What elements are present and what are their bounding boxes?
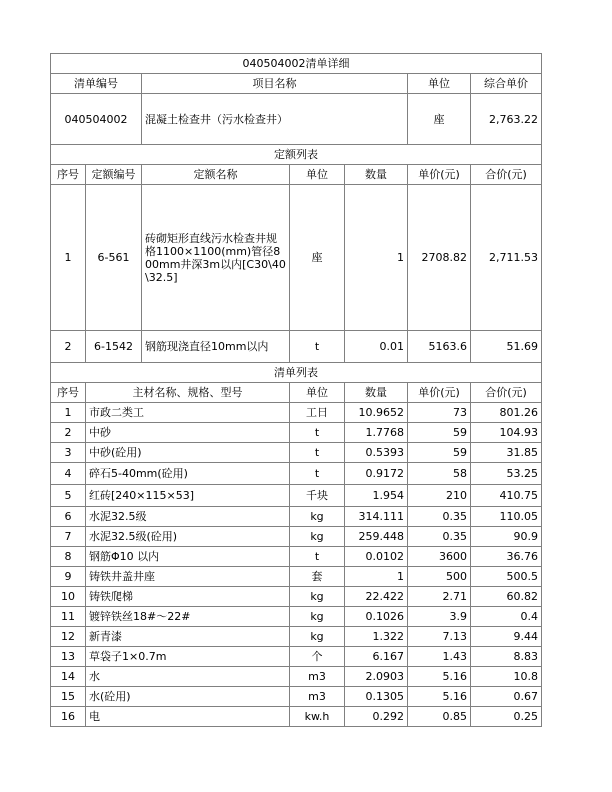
quota-unit: 座 — [290, 185, 345, 331]
quota-name-header: 定额名称 — [142, 165, 290, 185]
material-seq: 14 — [51, 667, 86, 687]
quota-name: 砖砌矩形直线污水检查井规格1100×1100(mm)管径800mm井深3m以内[C30\40\32.5] — [142, 185, 290, 331]
quota-qty: 0.01 — [345, 331, 408, 363]
material-qty: 0.9172 — [345, 463, 408, 485]
bill-name-header: 项目名称 — [142, 74, 408, 94]
material-qty: 1.322 — [345, 627, 408, 647]
material-unit-price: 73 — [408, 403, 471, 423]
material-unit: t — [290, 463, 345, 485]
material-seq: 1 — [51, 403, 86, 423]
bill-header-row — [51, 74, 542, 94]
material-row — [51, 687, 542, 707]
bill-price: 2,763.22 — [471, 94, 542, 145]
material-name: 市政二类工 — [86, 403, 290, 423]
material-qty: 0.0102 — [345, 547, 408, 567]
quota-unit-price: 5163.6 — [408, 331, 471, 363]
material-unit: kw.h — [290, 707, 345, 727]
material-row — [51, 443, 542, 463]
material-total: 53.25 — [471, 463, 542, 485]
material-unit-price: 1.43 — [408, 647, 471, 667]
material-name: 镀锌铁丝18#～22# — [86, 607, 290, 627]
material-total: 0.4 — [471, 607, 542, 627]
bill-unit-header: 单位 — [408, 74, 471, 94]
material-row — [51, 667, 542, 687]
material-seq: 7 — [51, 527, 86, 547]
material-section-title: 清单列表 — [51, 363, 542, 383]
material-row — [51, 587, 542, 607]
material-unit-price: 500 — [408, 567, 471, 587]
quota-seq: 1 — [51, 185, 86, 331]
material-total: 0.67 — [471, 687, 542, 707]
material-row — [51, 547, 542, 567]
material-name: 铸铁井盖井座 — [86, 567, 290, 587]
material-row — [51, 403, 542, 423]
material-unit-price: 3600 — [408, 547, 471, 567]
quota-code: 6-561 — [86, 185, 142, 331]
material-total: 36.76 — [471, 547, 542, 567]
material-unit-price-header: 单价(元) — [408, 383, 471, 403]
material-name: 水 — [86, 667, 290, 687]
material-qty: 0.1305 — [345, 687, 408, 707]
material-seq: 2 — [51, 423, 86, 443]
material-row — [51, 707, 542, 727]
quota-total: 2,711.53 — [471, 185, 542, 331]
material-unit-price: 0.35 — [408, 527, 471, 547]
material-unit-price: 59 — [408, 423, 471, 443]
bill-name: 混凝土检查井（污水检查井） — [142, 94, 408, 145]
material-total: 9.44 — [471, 627, 542, 647]
material-row — [51, 567, 542, 587]
material-row — [51, 423, 542, 443]
material-name: 水(砼用) — [86, 687, 290, 707]
material-unit: 个 — [290, 647, 345, 667]
material-name: 铸铁爬梯 — [86, 587, 290, 607]
material-unit: 工日 — [290, 403, 345, 423]
material-total: 31.85 — [471, 443, 542, 463]
material-qty: 22.422 — [345, 587, 408, 607]
material-unit-price: 0.35 — [408, 507, 471, 527]
quota-total: 51.69 — [471, 331, 542, 363]
material-name: 中砂 — [86, 423, 290, 443]
material-name: 草袋子1×0.7m — [86, 647, 290, 667]
material-name: 红砖[240×115×53] — [86, 485, 290, 507]
material-total: 10.8 — [471, 667, 542, 687]
material-qty: 314.111 — [345, 507, 408, 527]
quota-code-header: 定额编号 — [86, 165, 142, 185]
material-qty: 10.9652 — [345, 403, 408, 423]
material-unit: kg — [290, 507, 345, 527]
material-qty: 2.0903 — [345, 667, 408, 687]
quota-header-row — [51, 165, 542, 185]
quota-unit-price: 2708.82 — [408, 185, 471, 331]
material-unit: t — [290, 443, 345, 463]
bill-detail-table — [50, 53, 542, 727]
quota-unit: t — [290, 331, 345, 363]
bill-code: 040504002 — [51, 94, 142, 145]
material-name: 碎石5-40mm(砼用) — [86, 463, 290, 485]
bill-row — [51, 94, 542, 145]
quota-total-header: 合价(元) — [471, 165, 542, 185]
material-unit-price: 5.16 — [408, 687, 471, 707]
material-unit: m3 — [290, 687, 345, 707]
material-unit: kg — [290, 607, 345, 627]
material-total: 60.82 — [471, 587, 542, 607]
material-total: 500.5 — [471, 567, 542, 587]
material-header-row — [51, 383, 542, 403]
material-section-row — [51, 363, 542, 383]
material-unit: 千块 — [290, 485, 345, 507]
material-unit-price: 0.85 — [408, 707, 471, 727]
material-unit-price: 3.9 — [408, 607, 471, 627]
quota-seq-header: 序号 — [51, 165, 86, 185]
material-total: 110.05 — [471, 507, 542, 527]
material-seq: 15 — [51, 687, 86, 707]
material-qty: 0.292 — [345, 707, 408, 727]
material-qty: 1 — [345, 567, 408, 587]
material-unit: t — [290, 423, 345, 443]
material-seq: 9 — [51, 567, 86, 587]
quota-row — [51, 185, 542, 331]
material-row — [51, 627, 542, 647]
material-seq: 13 — [51, 647, 86, 667]
material-total: 0.25 — [471, 707, 542, 727]
material-unit: t — [290, 547, 345, 567]
material-seq: 10 — [51, 587, 86, 607]
material-unit-price: 7.13 — [408, 627, 471, 647]
material-total: 410.75 — [471, 485, 542, 507]
material-unit: 套 — [290, 567, 345, 587]
material-seq-header: 序号 — [51, 383, 86, 403]
quota-section-row — [51, 145, 542, 165]
material-seq: 16 — [51, 707, 86, 727]
material-row — [51, 527, 542, 547]
material-qty: 0.1026 — [345, 607, 408, 627]
material-qty-header: 数量 — [345, 383, 408, 403]
material-seq: 11 — [51, 607, 86, 627]
material-qty: 259.448 — [345, 527, 408, 547]
material-seq: 12 — [51, 627, 86, 647]
quota-qty-header: 数量 — [345, 165, 408, 185]
quota-name: 钢筋现浇直径10mm以内 — [142, 331, 290, 363]
material-seq: 5 — [51, 485, 86, 507]
material-seq: 3 — [51, 443, 86, 463]
material-name: 中砂(砼用) — [86, 443, 290, 463]
quota-row — [51, 331, 542, 363]
material-qty: 1.7768 — [345, 423, 408, 443]
material-unit: kg — [290, 527, 345, 547]
quota-unit-header: 单位 — [290, 165, 345, 185]
material-name: 水泥32.5级(砼用) — [86, 527, 290, 547]
material-unit: kg — [290, 627, 345, 647]
material-name: 水泥32.5级 — [86, 507, 290, 527]
title-row — [51, 54, 542, 74]
material-seq: 6 — [51, 507, 86, 527]
quota-unit-price-header: 单价(元) — [408, 165, 471, 185]
quota-seq: 2 — [51, 331, 86, 363]
material-total: 801.26 — [471, 403, 542, 423]
material-unit-price: 2.71 — [408, 587, 471, 607]
material-unit-price: 5.16 — [408, 667, 471, 687]
bill-unit: 座 — [408, 94, 471, 145]
quota-section-title: 定额列表 — [51, 145, 542, 165]
bill-code-header: 清单编号 — [51, 74, 142, 94]
material-name: 钢筋Φ10 以内 — [86, 547, 290, 567]
material-unit-price: 59 — [408, 443, 471, 463]
material-row — [51, 507, 542, 527]
material-name: 电 — [86, 707, 290, 727]
material-seq: 8 — [51, 547, 86, 567]
material-total: 90.9 — [471, 527, 542, 547]
material-total: 104.93 — [471, 423, 542, 443]
material-name: 新青漆 — [86, 627, 290, 647]
bill-price-header: 综合单价 — [471, 74, 542, 94]
quota-code: 6-1542 — [86, 331, 142, 363]
material-unit: kg — [290, 587, 345, 607]
material-row — [51, 463, 542, 485]
material-qty: 0.5393 — [345, 443, 408, 463]
material-total-header: 合价(元) — [471, 383, 542, 403]
material-row — [51, 647, 542, 667]
material-qty: 1.954 — [345, 485, 408, 507]
material-total: 8.83 — [471, 647, 542, 667]
material-unit-price: 210 — [408, 485, 471, 507]
material-row — [51, 607, 542, 627]
sheet-title: 040504002清单详细 — [51, 54, 542, 74]
material-qty: 6.167 — [345, 647, 408, 667]
material-name-header: 主材名称、规格、型号 — [86, 383, 290, 403]
quota-qty: 1 — [345, 185, 408, 331]
material-unit-price: 58 — [408, 463, 471, 485]
material-seq: 4 — [51, 463, 86, 485]
material-unit-header: 单位 — [290, 383, 345, 403]
material-row — [51, 485, 542, 507]
material-unit: m3 — [290, 667, 345, 687]
